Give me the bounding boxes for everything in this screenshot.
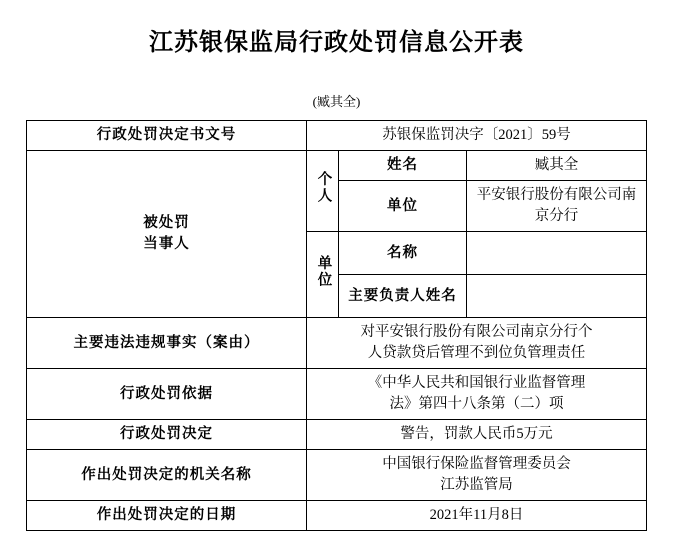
entity-name-label: 名称 [338, 232, 466, 275]
entity-name-value [466, 232, 646, 275]
principal-value [466, 275, 646, 318]
facts-value [306, 318, 646, 369]
party-label-line1: 被处罚 [143, 215, 190, 232]
party-label [26, 151, 306, 318]
authority-value-line2: 江苏监管局 [440, 477, 513, 494]
table-row-basis [26, 369, 646, 420]
name-label: 姓名 [338, 151, 466, 181]
principal-label: 主要负责人姓名 [338, 275, 466, 318]
page-title: 江苏银保监局行政处罚信息公开表 [149, 29, 524, 56]
doc-number-value: 苏银保监罚决字〔2021〕59号 [306, 121, 646, 151]
table-row-decision [26, 420, 646, 450]
decision-label: 行政处罚决定 [26, 420, 306, 450]
basis-value-line2: 法》第四十八条第（二）项 [389, 396, 564, 413]
document-page [0, 22, 673, 555]
workplace-label: 单位 [338, 181, 466, 232]
individual-label: 个人 [306, 151, 338, 232]
date-value: 2021年11月8日 [306, 501, 646, 531]
doc-number-label: 行政处罚决定书文号 [26, 121, 306, 151]
penalty-info-table [26, 120, 647, 531]
table-row-doc-number [26, 121, 646, 151]
basis-value [306, 369, 646, 420]
facts-label: 主要违法违规事实（案由） [26, 318, 306, 369]
basis-label: 行政处罚依据 [26, 369, 306, 420]
party-label-line2: 当事人 [143, 236, 190, 253]
authority-value [306, 450, 646, 501]
table-row-date [26, 501, 646, 531]
table-row-facts [26, 318, 646, 369]
facts-value-line2: 人贷款贷后管理不到位负管理责任 [367, 345, 586, 362]
decision-value: 警告，罚款人民币5万元 [306, 420, 646, 450]
basis-value-line1: 《中华人民共和国银行业监督管理 [367, 375, 586, 392]
authority-label: 作出处罚决定的机关名称 [26, 450, 306, 501]
authority-value-line1: 中国银行保险监督管理委员会 [382, 456, 571, 473]
document-subtitle: (臧其全) [312, 94, 361, 109]
workplace-value: 平安银行股份有限公司南京分行 [466, 181, 646, 232]
name-value: 臧其全 [466, 151, 646, 181]
facts-value-line1: 对平安银行股份有限公司南京分行个 [360, 324, 593, 341]
table-row-party-name [26, 151, 646, 181]
date-label: 作出处罚决定的日期 [26, 501, 306, 531]
unit-label: 单位 [306, 232, 338, 318]
table-row-authority [26, 450, 646, 501]
